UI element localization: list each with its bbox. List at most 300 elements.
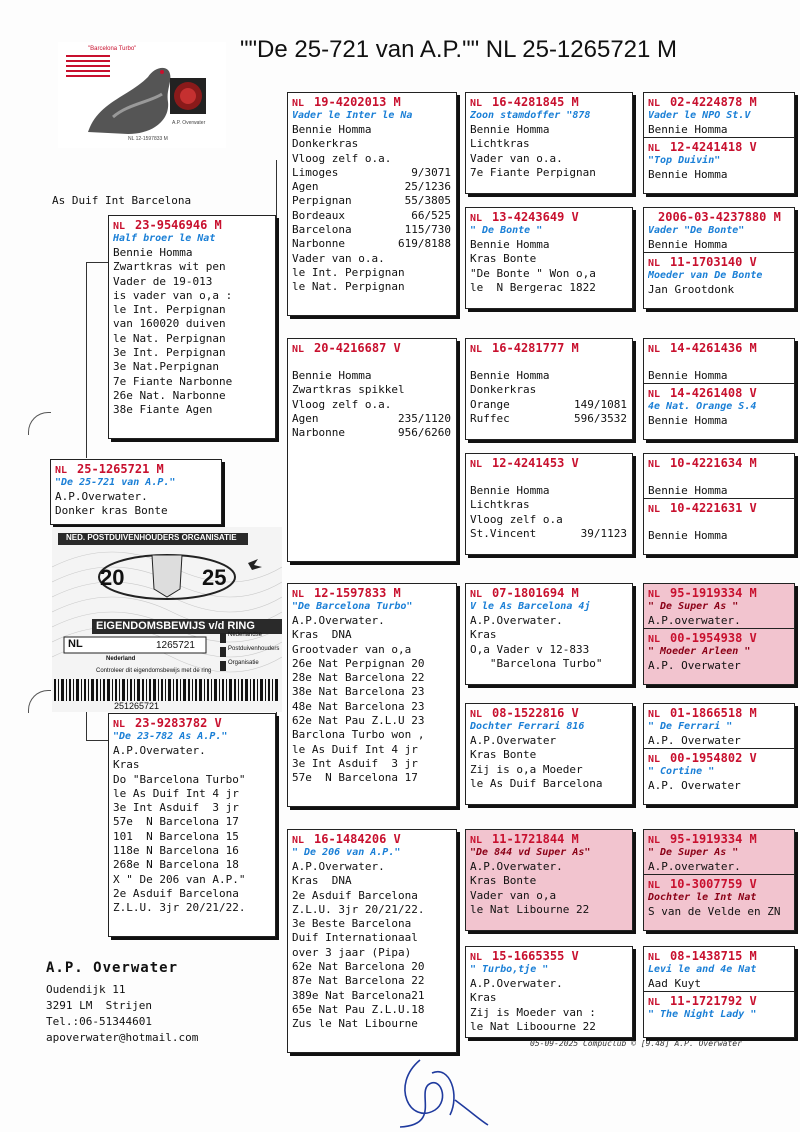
pigeon-entry bbox=[288, 584, 456, 786]
country-code: NL bbox=[648, 258, 661, 270]
race-result: 235/1120 bbox=[398, 411, 451, 425]
ring-header bbox=[648, 706, 791, 721]
race-name: Agen bbox=[292, 411, 319, 425]
ring-header bbox=[648, 631, 791, 646]
country-code: NL bbox=[648, 754, 661, 766]
pigeon-entry bbox=[644, 991, 794, 1022]
pigeon-entry bbox=[466, 454, 632, 541]
race-name: Limoges bbox=[292, 165, 339, 179]
info-line: A.P.Overwater. bbox=[292, 614, 385, 627]
race-name: Bordeaux bbox=[292, 208, 345, 222]
connector bbox=[276, 160, 287, 350]
race-result: 25/1236 bbox=[404, 180, 451, 194]
pigeon-name: 4e Nat. Orange S.4 bbox=[648, 401, 757, 413]
ring-header bbox=[648, 877, 791, 892]
ring-number: 15-1665355 V bbox=[492, 949, 579, 963]
info-line: 101 N Barcelona 15 bbox=[113, 829, 239, 843]
card-sire[interactable] bbox=[108, 215, 276, 439]
pigeon-name: " De Ferrari " bbox=[648, 721, 733, 732]
ring-number: 16-4281845 M bbox=[492, 95, 579, 109]
race-result: 149/1081 bbox=[574, 397, 627, 411]
info-line: A.P.Overwater. bbox=[55, 490, 148, 503]
ring-number: 19-4202013 M bbox=[314, 95, 401, 109]
info-line: Zij is Moeder van : bbox=[470, 1005, 596, 1019]
info-line: le Nat. Perpignan bbox=[113, 331, 226, 345]
pigeon-name bbox=[470, 471, 629, 484]
country-code: NL bbox=[648, 952, 661, 963]
ring-header bbox=[648, 386, 791, 401]
info-line: Bennie Homma bbox=[292, 123, 372, 136]
pigeon-entry bbox=[466, 93, 632, 180]
ring-legend-3: Organisatie bbox=[228, 660, 259, 666]
country-code: NL bbox=[648, 459, 661, 470]
country-code: NL bbox=[470, 213, 483, 224]
ring-number: 14-4261436 M bbox=[670, 341, 757, 355]
pigeon-entry bbox=[644, 252, 794, 297]
card-dam-dam[interactable] bbox=[287, 829, 457, 1053]
owner-name: A.P. Overwater bbox=[46, 960, 179, 976]
country-code: NL bbox=[113, 221, 126, 232]
info-line: Bennie Homma bbox=[648, 484, 728, 497]
country-code: NL bbox=[648, 835, 661, 846]
info-line: Kras Bonte bbox=[470, 252, 537, 266]
owner-address-1: Oudendijk 11 bbox=[46, 983, 126, 996]
info-line: 57e N Barcelona 17 bbox=[292, 771, 418, 785]
pigeon-entry bbox=[644, 584, 794, 628]
country-code: NL bbox=[648, 389, 661, 401]
info-line: Bennie Homma bbox=[648, 123, 728, 136]
race-result: 596/3532 bbox=[574, 411, 627, 425]
ring-number: 16-1484206 V bbox=[314, 832, 401, 846]
info-line: Zus le Nat Libourne bbox=[292, 1017, 418, 1031]
race-result: 619/8188 bbox=[398, 237, 451, 251]
race-result: 956/6260 bbox=[398, 426, 451, 440]
punch-mark bbox=[28, 412, 51, 435]
result-row bbox=[292, 412, 453, 426]
info-line: Vader de 19-013 bbox=[113, 274, 213, 288]
pigeon-name: Dochter Ferrari 816 bbox=[470, 721, 585, 732]
country-code: NL bbox=[470, 835, 483, 846]
info-line: Vloog zelf o.a. bbox=[292, 151, 392, 165]
info-line: Jan Grootdonk bbox=[648, 283, 735, 297]
info-line: Kras bbox=[470, 628, 497, 642]
info-line: Aad Kuyt bbox=[648, 977, 701, 990]
card-g-6[interactable] bbox=[643, 703, 795, 805]
info-line: le Nat Libourne 22 bbox=[470, 902, 590, 916]
country-code: NL bbox=[292, 589, 305, 600]
ring-number: 20-4216687 V bbox=[314, 341, 401, 355]
info-line: Bennie Homma bbox=[648, 238, 728, 251]
connector bbox=[86, 740, 108, 741]
card-dam-sire[interactable] bbox=[287, 583, 457, 807]
info-line: Kras Bonte bbox=[470, 748, 537, 762]
info-line: Bennie Homma bbox=[113, 246, 193, 259]
ring-header bbox=[470, 341, 629, 356]
pigeon-name: Dochter le Int Nat bbox=[648, 892, 757, 904]
pigeon-entry bbox=[466, 208, 632, 295]
ring-header bbox=[470, 456, 629, 471]
result-row bbox=[470, 398, 629, 412]
race-result: 66/525 bbox=[411, 208, 451, 222]
info-line: 62e Nat Barcelona 20 bbox=[292, 960, 425, 974]
info-line: le N Bergerac 1822 bbox=[470, 280, 596, 294]
card-g-8[interactable] bbox=[643, 946, 795, 1038]
info-line: Zwartkras wit pen bbox=[113, 260, 226, 274]
country-code: NL bbox=[648, 880, 661, 892]
ring-header bbox=[648, 95, 791, 110]
pigeon-name: " Moeder Arleen " bbox=[648, 646, 751, 658]
pigeon-entry bbox=[644, 947, 794, 991]
country-code: NL bbox=[648, 504, 661, 516]
info-line: is vader van o,a : bbox=[113, 288, 233, 302]
race-name: Ruffec bbox=[470, 411, 510, 425]
race-name: Orange bbox=[470, 397, 510, 411]
info-line: Donker kras Bonte bbox=[55, 504, 168, 518]
ring-number: 95-1919334 M bbox=[670, 586, 757, 600]
pigeon-name bbox=[648, 471, 791, 484]
info-line: Bennie Homma bbox=[648, 168, 728, 182]
logo-small-text: NL 12-1597833 M bbox=[128, 136, 168, 142]
ring-header bbox=[55, 462, 218, 477]
pigeon-name: "De 25-721 van A.P." bbox=[55, 477, 176, 488]
info-line: Bennie Homma bbox=[648, 529, 728, 543]
info-line: Z.L.U. 3jr 20/21/22. bbox=[113, 901, 246, 915]
info-line: Kras DNA bbox=[292, 874, 352, 888]
info-line: Bennie Homma bbox=[648, 369, 728, 382]
ring-number: 25-1265721 M bbox=[77, 462, 164, 476]
country-code: NL bbox=[292, 98, 305, 109]
ring-number: 95-1919334 M bbox=[670, 832, 757, 846]
ring-header bbox=[470, 95, 629, 110]
ring-header bbox=[648, 832, 791, 847]
owner-address-2: 3291 LM Strijen bbox=[46, 999, 152, 1012]
ring-country: NL bbox=[68, 638, 83, 650]
info-line: Donkerkras bbox=[470, 383, 537, 397]
card-g-7[interactable] bbox=[643, 829, 795, 931]
info-line: Bennie Homma bbox=[470, 123, 550, 136]
pigeon-name bbox=[648, 356, 791, 369]
punch-mark bbox=[28, 690, 51, 713]
country-code: NL bbox=[470, 589, 483, 600]
country-code: NL bbox=[648, 709, 661, 720]
info-line: 2e Asduif Barcelona bbox=[292, 888, 418, 902]
pigeon-name: Levi le and 4e Nat bbox=[648, 964, 757, 975]
info-line: S van de Velde en ZN bbox=[648, 905, 781, 919]
card-ggp-1[interactable] bbox=[465, 92, 633, 194]
ring-number: 23-9283782 V bbox=[135, 716, 222, 730]
ring-header bbox=[470, 706, 629, 721]
info-line: Zij is o,a Moeder bbox=[470, 762, 583, 776]
info-line: A.P.Overwater bbox=[470, 734, 557, 747]
ring-land: Nederland bbox=[106, 656, 136, 662]
info-line: Lichtkras bbox=[470, 498, 530, 512]
card-g-2[interactable] bbox=[643, 207, 795, 309]
card-ggp-3[interactable] bbox=[465, 338, 633, 440]
race-result: 115/730 bbox=[404, 223, 451, 237]
pigeon-name: Half broer le Nat bbox=[113, 233, 216, 244]
ring-number: 11-1703140 V bbox=[670, 255, 757, 270]
info-line: "De Bonte " Won o,a bbox=[470, 266, 596, 280]
info-line: Bennie Homma bbox=[470, 484, 550, 497]
info-line: 62e Nat Pau Z.L.U 23 bbox=[292, 714, 425, 728]
ring-header bbox=[113, 218, 272, 233]
signature bbox=[380, 1055, 490, 1130]
country-code: NL bbox=[648, 634, 661, 646]
ring-header bbox=[648, 949, 791, 964]
ring-number: 00-1954938 V bbox=[670, 631, 757, 646]
card-dam[interactable] bbox=[108, 713, 276, 937]
pigeon-entry bbox=[644, 454, 794, 498]
info-line: Bennie Homma bbox=[292, 369, 372, 382]
pigeon-entry bbox=[109, 714, 275, 916]
country-code: NL bbox=[470, 952, 483, 963]
ring-header bbox=[648, 994, 791, 1009]
info-line: Vader van o.a. bbox=[470, 151, 563, 165]
info-line: Vloog zelf o.a bbox=[470, 512, 563, 526]
ring-header bbox=[292, 586, 453, 601]
ring-number: 00-1954802 V bbox=[670, 751, 757, 766]
info-line: Kras bbox=[113, 758, 140, 772]
info-line: Lichtkras bbox=[470, 137, 530, 151]
pigeon-entry bbox=[644, 498, 794, 543]
ring-certificate bbox=[52, 527, 282, 712]
result-row bbox=[292, 209, 453, 223]
card-ggp-8[interactable] bbox=[465, 946, 633, 1038]
ring-number: 10-4221631 V bbox=[670, 501, 757, 516]
card-sire-dam[interactable] bbox=[287, 338, 457, 562]
country-code: NL bbox=[648, 143, 661, 155]
pigeon-name bbox=[648, 516, 791, 529]
info-line: le Int. Perpignan bbox=[113, 303, 226, 317]
pigeon-name: " De Super As " bbox=[648, 847, 739, 858]
card-ggp-6[interactable] bbox=[465, 703, 633, 805]
info-line: 57e N Barcelona 17 bbox=[113, 815, 239, 829]
result-row bbox=[292, 237, 453, 251]
country-code: NL bbox=[292, 344, 305, 355]
info-line: 7e Fiante Perpignan bbox=[470, 165, 596, 179]
pigeon-entry bbox=[288, 830, 456, 1032]
ring-number: 08-1522816 V bbox=[492, 706, 579, 720]
card-ggp-4[interactable] bbox=[465, 453, 633, 555]
ring-barcode-text: 251265721 bbox=[114, 701, 160, 711]
info-line: Zwartkras spikkel bbox=[292, 383, 405, 397]
info-line: A.P.Overwater. bbox=[113, 744, 206, 757]
pigeon-name: V le As Barcelona 4j bbox=[470, 601, 591, 612]
ring-number: 23-9546946 M bbox=[135, 218, 222, 232]
pigeon-name: " De Super As " bbox=[648, 601, 739, 612]
card-ggp-2[interactable] bbox=[465, 207, 633, 309]
pigeon-name: Moeder van De Bonte bbox=[648, 270, 763, 282]
info-line: Bennie Homma bbox=[470, 238, 550, 251]
card-ggp-5[interactable] bbox=[465, 583, 633, 685]
info-line: "Barcelona Turbo" bbox=[470, 656, 603, 670]
info-line: A.P.overwater. bbox=[648, 860, 741, 873]
pigeon-entry bbox=[466, 584, 632, 671]
info-line: 26e Nat. Narbonne bbox=[113, 388, 226, 402]
ring-header bbox=[292, 341, 453, 356]
info-line: 3e Beste Barcelona bbox=[292, 917, 412, 931]
card-g-3[interactable] bbox=[643, 338, 795, 440]
ring-number: 08-1438715 M bbox=[670, 949, 757, 963]
info-line: le Int. Perpignan bbox=[292, 265, 405, 279]
ring-legend-1: Nederlandse bbox=[228, 632, 263, 638]
country-code: NL bbox=[648, 997, 661, 1009]
card-sire-sire[interactable] bbox=[287, 92, 457, 316]
result-row bbox=[292, 166, 453, 180]
pigeon-entry bbox=[644, 748, 794, 793]
result-row bbox=[470, 527, 629, 541]
owner-block bbox=[46, 960, 198, 1046]
country-code: NL bbox=[113, 719, 126, 730]
pigeon-entry bbox=[466, 947, 632, 1034]
ring-number: 12-4241453 V bbox=[492, 456, 579, 470]
pigeon-entry bbox=[644, 93, 794, 137]
ring-header bbox=[648, 501, 791, 516]
pigeon-entry bbox=[644, 339, 794, 383]
ring-header bbox=[648, 456, 791, 471]
ring-number: 14-4261408 V bbox=[670, 386, 757, 401]
pigeon-name: Vader le NPO St.V bbox=[648, 110, 751, 121]
ring-number: 2006-03-4237880 M bbox=[658, 210, 781, 224]
info-line: le As Duif Int 4 jr bbox=[113, 786, 239, 800]
race-name: St.Vincent bbox=[470, 526, 537, 540]
ring-number: 01-1866518 M bbox=[670, 706, 757, 720]
connector bbox=[86, 262, 108, 263]
race-result: 9/3071 bbox=[411, 165, 451, 179]
pigeon-name bbox=[470, 356, 629, 369]
info-line: over 3 jaar (Pipa) bbox=[292, 945, 412, 959]
card-g-4[interactable] bbox=[643, 453, 795, 555]
logo-caption: A.P. Overwater bbox=[172, 120, 206, 126]
ring-header bbox=[292, 832, 453, 847]
ring-header bbox=[470, 832, 629, 847]
pigeon-entry bbox=[466, 830, 632, 917]
owner-phone: Tel.:06-51344601 bbox=[46, 1015, 152, 1028]
ring-number: 10-3007759 V bbox=[670, 877, 757, 892]
info-line: X " De 206 van A.P." bbox=[113, 872, 246, 886]
info-line: 48e Nat Barcelona 23 bbox=[292, 699, 425, 713]
ring-header bbox=[648, 210, 791, 225]
pigeon-entry bbox=[466, 704, 632, 791]
info-line: le As Duif Int 4 jr bbox=[292, 742, 418, 756]
info-line: 389e Nat Barcelona21 bbox=[292, 988, 425, 1002]
ring-header bbox=[648, 255, 791, 270]
ring-number: 16-4281777 M bbox=[492, 341, 579, 355]
pigeon-entry bbox=[109, 216, 275, 418]
pigeon-entry bbox=[644, 383, 794, 428]
info-line: van 160020 duiven bbox=[113, 317, 226, 331]
info-line: O,a Vader v 12-833 bbox=[470, 642, 590, 656]
pigeon-entry bbox=[466, 339, 632, 426]
pigeon-entry bbox=[644, 704, 794, 748]
ring-header bbox=[470, 586, 629, 601]
ring-header bbox=[648, 341, 791, 356]
info-line: A.P.Overwater. bbox=[292, 860, 385, 873]
info-line: le As Duif Barcelona bbox=[470, 776, 603, 790]
pigeon-name: " The Night Lady " bbox=[648, 1009, 757, 1021]
info-line: Donkerkras bbox=[292, 137, 359, 151]
race-name: Perpignan bbox=[292, 194, 352, 208]
pigeon-name: Zoon stamdoffer "878 bbox=[470, 110, 591, 121]
info-line: 3e Int Asduif 3 jr bbox=[113, 801, 239, 815]
info-line: Z.L.U. 3jr 20/21/22. bbox=[292, 902, 425, 916]
pigeon-entry bbox=[288, 339, 456, 440]
info-line: A.P.Overwater. bbox=[470, 977, 563, 990]
ring-header bbox=[648, 140, 791, 155]
ring-number: 12-4241418 V bbox=[670, 140, 757, 155]
pigeon-name: "De Barcelona Turbo" bbox=[292, 601, 413, 612]
pigeon-entry bbox=[288, 93, 456, 295]
info-line: 87e Nat Barcelona 22 bbox=[292, 974, 425, 988]
side-label: As Duif Int Barcelona bbox=[52, 194, 192, 207]
owner-email: apoverwater@hotmail.com bbox=[46, 1031, 199, 1044]
country-code: NL bbox=[648, 98, 661, 109]
connector bbox=[86, 262, 87, 458]
info-line: Kras Bonte bbox=[470, 874, 537, 888]
card-ggp-7[interactable] bbox=[465, 829, 633, 931]
pigeon-name: "Top Duivin" bbox=[648, 155, 721, 167]
pigeon-name: Vader "De Bonte" bbox=[648, 225, 745, 236]
footer-stamp: 05-09-2025 Compuclub © [9.48] A.P. Overwater bbox=[530, 1039, 742, 1048]
pigeon-entry bbox=[644, 628, 794, 673]
card-g-1[interactable] bbox=[643, 92, 795, 194]
info-line: Duif Internationaal bbox=[292, 931, 418, 945]
pigeon-name: " Cortine " bbox=[648, 766, 715, 778]
country-code: NL bbox=[470, 344, 483, 355]
info-line: 3e Nat.Perpignan bbox=[113, 360, 219, 374]
info-line: Bennie Homma bbox=[470, 369, 550, 382]
result-row bbox=[292, 426, 453, 440]
country-code: NL bbox=[470, 98, 483, 109]
pigeon-name: "De 844 vd Super As" bbox=[470, 847, 591, 858]
ring-org: NED. POSTDUIVENHOUDERS ORGANISATIE bbox=[66, 533, 237, 542]
result-row bbox=[292, 194, 453, 208]
pigeon-name: Vader le Inter le Na bbox=[292, 110, 413, 121]
pigeon-name: "De 23-782 As A.P." bbox=[113, 731, 228, 742]
info-line: 118e N Barcelona 16 bbox=[113, 844, 239, 858]
ring-check-text: Controleer dit eigendomsbewijs met de ring bbox=[96, 668, 212, 674]
info-line: Vloog zelf o.a. bbox=[292, 397, 392, 411]
info-line: A.P. Overwater bbox=[648, 734, 741, 747]
info-line: A.P.Overwater. bbox=[470, 860, 563, 873]
info-line: Barclona Turbo won , bbox=[292, 728, 425, 742]
pigeon-entry bbox=[51, 460, 221, 519]
info-line: le Nat Liboourne 22 bbox=[470, 1019, 596, 1033]
info-line: Grootvader van o,a bbox=[292, 642, 412, 656]
ring-header bbox=[648, 586, 791, 601]
card-g-5[interactable] bbox=[643, 583, 795, 685]
ring-header bbox=[292, 95, 453, 110]
race-name: Narbonne bbox=[292, 426, 345, 440]
logo-top-text: "Barcelona Turbo" bbox=[88, 46, 137, 52]
race-name: Barcelona bbox=[292, 223, 352, 237]
info-line: Vader van o,a bbox=[470, 888, 557, 902]
info-line: 268e N Barcelona 18 bbox=[113, 858, 239, 872]
ring-number: 13-4243649 V bbox=[492, 210, 579, 224]
race-result: 55/3805 bbox=[404, 194, 451, 208]
info-line: le Nat. Perpignan bbox=[292, 280, 405, 294]
info-line: Kras bbox=[470, 991, 497, 1005]
ring-header bbox=[470, 210, 629, 225]
info-line: 26e Nat Perpignan 20 bbox=[292, 656, 425, 670]
ring-year-left: 20 bbox=[100, 565, 125, 590]
pigeon-entry bbox=[644, 874, 794, 919]
race-name: Narbonne bbox=[292, 237, 345, 251]
info-line: Kras DNA bbox=[292, 628, 352, 642]
card-subject[interactable] bbox=[50, 459, 222, 525]
ring-number: 1265721 bbox=[156, 640, 195, 651]
info-line: 2e Asduif Barcelona bbox=[113, 886, 239, 900]
